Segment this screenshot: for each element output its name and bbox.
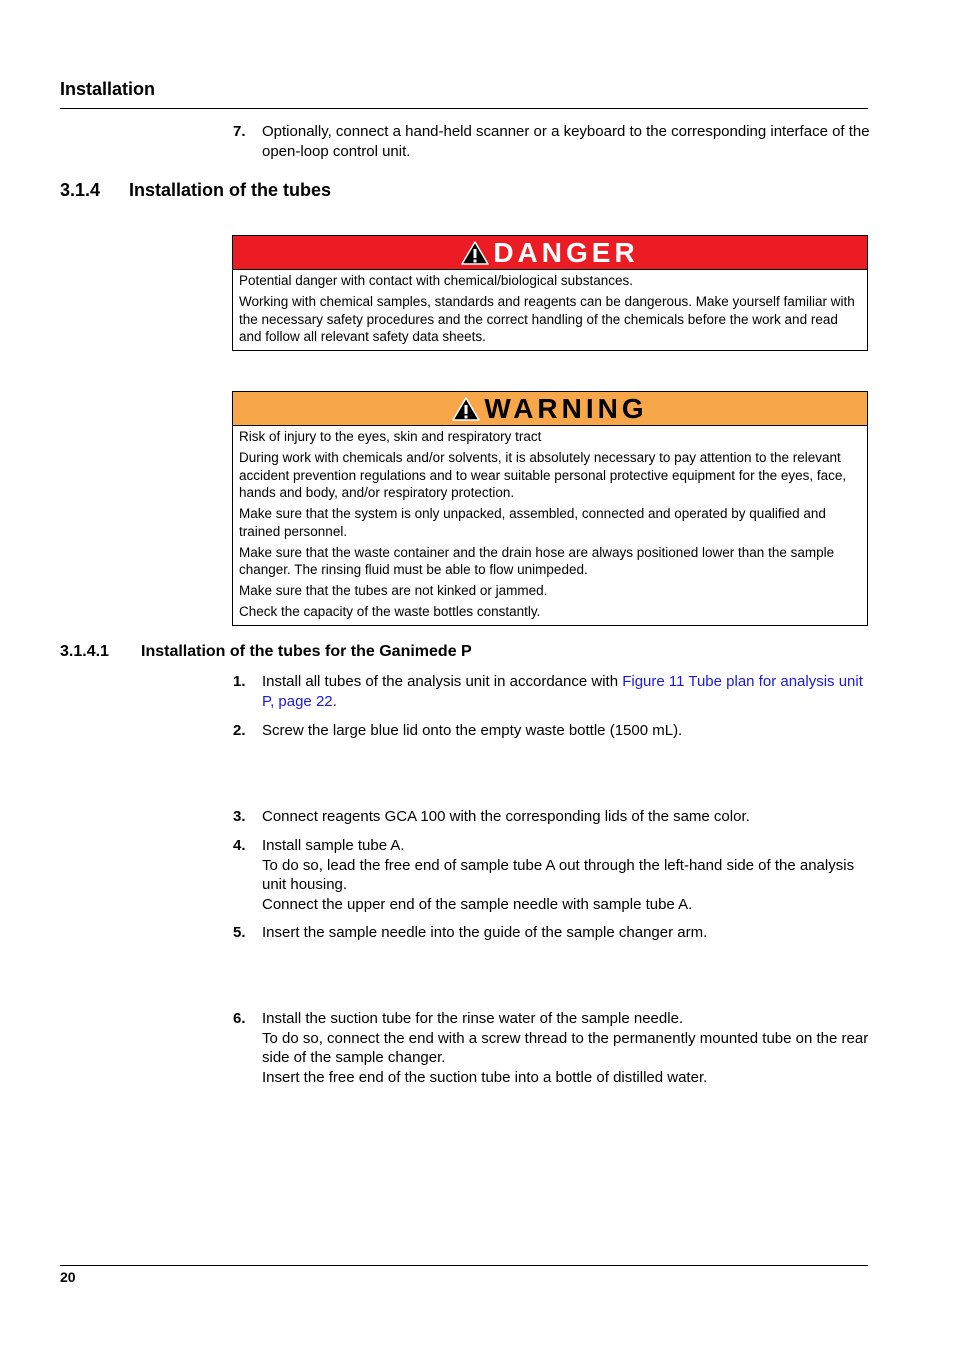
section-number: 3.1.4: [60, 180, 101, 200]
warning-triangle-icon: [461, 241, 489, 265]
footer-rule: [60, 1265, 868, 1266]
step-number: 5.: [233, 924, 246, 941]
step-3: [233, 807, 873, 827]
step-text-part: .: [332, 692, 337, 710]
page-number: 20: [60, 1269, 76, 1285]
step-text: Insert the sample needle into the guide of the sample changer arm.: [262, 924, 708, 941]
step-number: 4.: [233, 837, 246, 854]
step-text: Screw the large blue lid onto the empty waste bottle (1500 mL).: [262, 722, 683, 739]
warning-body: [233, 426, 867, 625]
section-title: Installation of the tubes: [129, 180, 332, 200]
step-line: Install sample tube A.: [262, 837, 405, 854]
step-1: [233, 672, 873, 711]
section-heading: [60, 180, 331, 201]
step-text: [262, 1009, 873, 1087]
step-2: [233, 721, 873, 741]
step-text: Connect reagents GCA 100 with the corresponding lids of the same color.: [262, 808, 750, 825]
warning-line: Check the capacity of the waste bottles constantly.: [239, 604, 541, 619]
step-4: [233, 836, 873, 914]
step-text: [262, 672, 873, 711]
step-text-part: Install all tubes of the analysis unit in accordance with: [262, 673, 623, 690]
step-line: To do so, connect the end with a screw thread to the permanently mounted tube on the rear side of the sample changer.: [262, 1029, 869, 1066]
warning-notice: [232, 391, 868, 626]
danger-label: DANGER: [493, 236, 639, 268]
step-6: [233, 1009, 873, 1087]
step-5: [233, 923, 873, 943]
warning-triangle-icon: [452, 397, 480, 421]
step-number: 6.: [233, 1010, 246, 1027]
figure-link[interactable]: Figure 11 Tube plan for analysis unit P, page 22: [262, 673, 863, 710]
step-line: Connect the upper end of the sample needle with sample tube A.: [262, 895, 693, 913]
warning-line: During work with chemicals and/or solvents, it is absolutely necessary to pay attention to the relevant accident prevention regulations and to wear suitable personal protective equipment for the eyes, face, hands and body, and/or respiratory protection.: [239, 450, 847, 500]
subsection-title: Installation of the tubes for the Ganimede P: [141, 643, 472, 660]
danger-line: Potential danger with contact with chemical/biological substances.: [239, 273, 633, 288]
danger-notice: [232, 235, 868, 351]
warning-band: [233, 392, 867, 426]
step-7: [233, 122, 873, 161]
danger-line: Working with chemical samples, standards and reagents can be dangerous. Make yourself familiar with the necessary safety procedures and the correct handling of the chemicals before the work and read and follow all relevant safety data sheets.: [239, 294, 855, 344]
danger-body: [233, 270, 867, 350]
step-number: 7.: [233, 123, 246, 140]
danger-band: [233, 236, 867, 270]
step-line: Install the suction tube for the rinse water of the sample needle.: [262, 1010, 684, 1027]
warning-label: WARNING: [484, 392, 648, 424]
step-number: 2.: [233, 722, 246, 739]
warning-line: Make sure that the waste container and the drain hose are always positioned lower than the sample changer. The rinsing fluid must be able to flow unimpeded.: [239, 544, 835, 577]
subsection-heading: [60, 643, 472, 661]
warning-line: Make sure that the tubes are not kinked or jammed.: [239, 583, 548, 598]
step-line: To do so, lead the free end of sample tube A out through the left-hand side of the analysis unit housing.: [262, 856, 855, 893]
step-line: Insert the free end of the suction tube into a bottle of distilled water.: [262, 1068, 708, 1086]
warning-line: Make sure that the system is only unpacked, assembled, connected and operated by qualified and trained personnel.: [239, 506, 826, 539]
running-header: Installation: [60, 79, 156, 99]
step-number: 3.: [233, 808, 246, 825]
header-rule: [60, 108, 868, 109]
warning-line: Risk of injury to the eyes, skin and respiratory tract: [239, 429, 542, 444]
step-text: [262, 836, 873, 914]
step-text: Optionally, connect a hand-held scanner or a keyboard to the corresponding interface of the open-loop control unit.: [262, 123, 870, 160]
subsection-number: 3.1.4.1: [60, 643, 109, 660]
step-number: 1.: [233, 673, 246, 690]
